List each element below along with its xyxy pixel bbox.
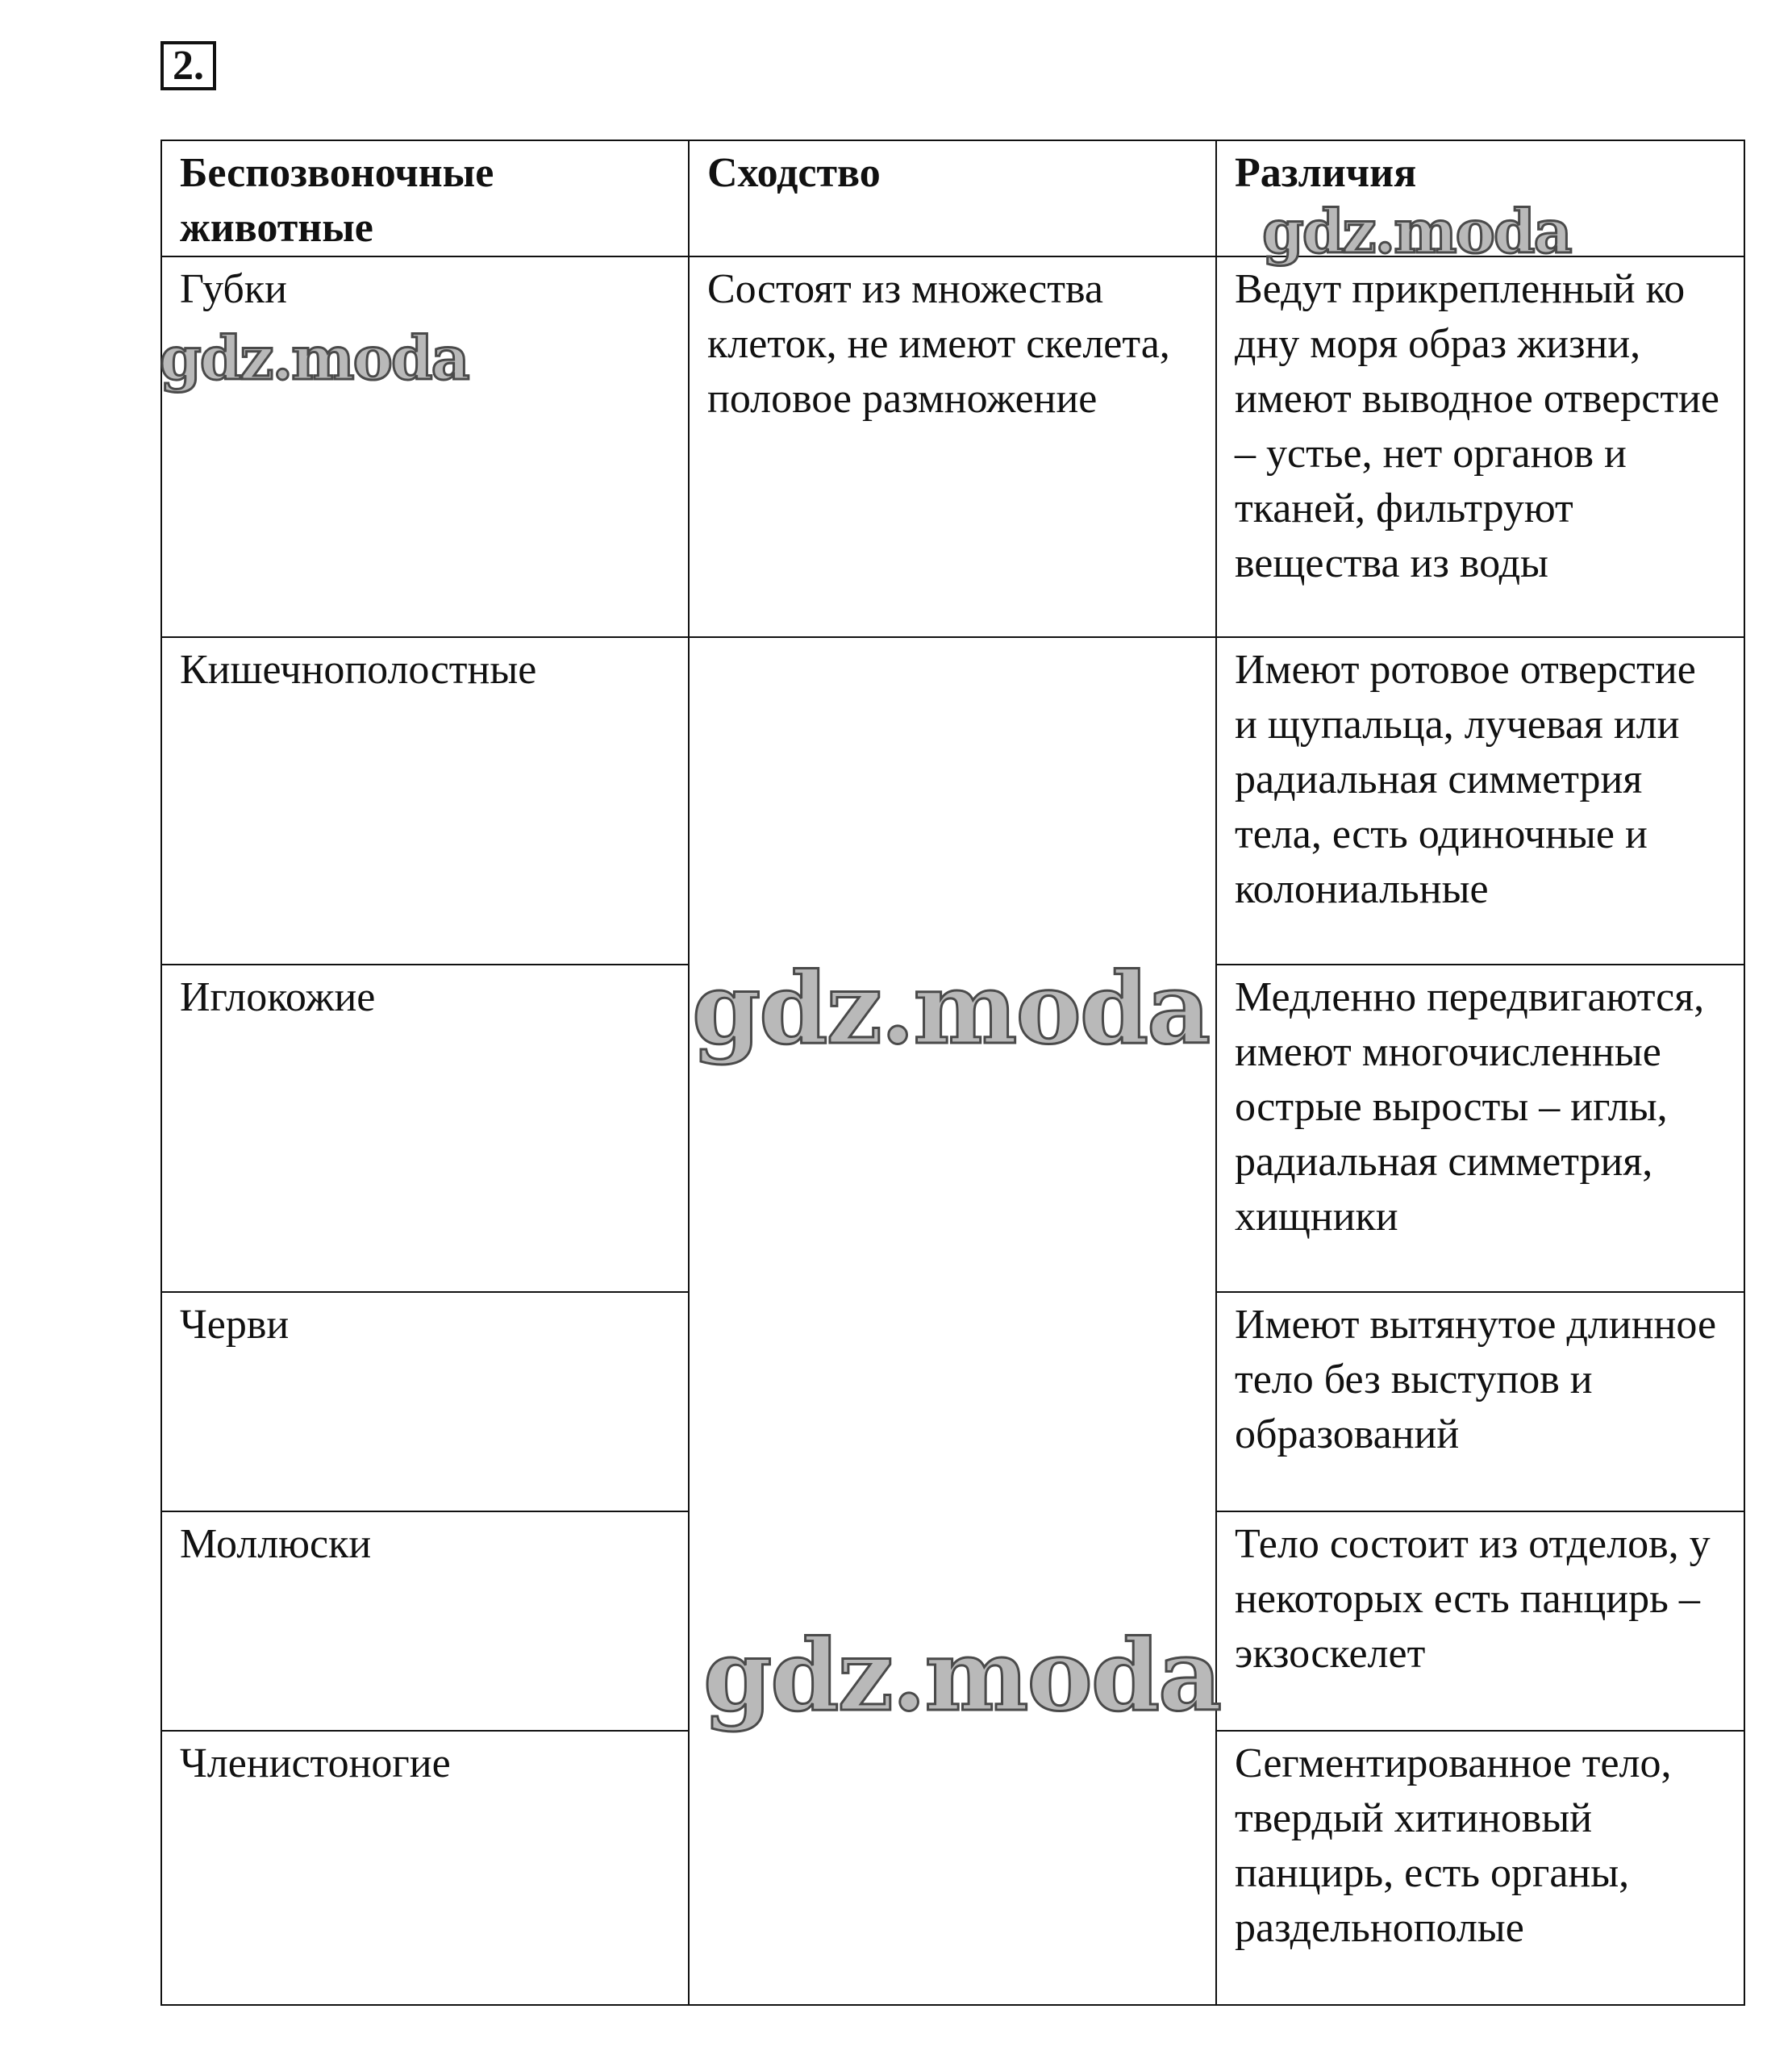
difference-cell: Тело состоит из отделов, у некоторых есть панцирь – экзоскелет	[1216, 1511, 1744, 1731]
difference-cell: Ведут прикрепленный ко дну моря образ жизни, имеют выводное отверстие – устье, нет органов и тканей, фильтруют вещества из воды	[1216, 256, 1744, 637]
animal-cell: Черви	[161, 1292, 689, 1511]
table-header-row	[161, 140, 1744, 256]
table-row	[161, 637, 1744, 965]
task-number: 2.	[160, 41, 216, 90]
difference-cell: Имеют вытянутое длинное тело без выступов и образований	[1216, 1292, 1744, 1511]
animal-cell: Моллюски	[161, 1511, 689, 1731]
animal-cell: Членистоногие	[161, 1731, 689, 2005]
difference-cell: Сегментированное тело, твердый хитиновый панцирь, есть органы, раздельнополые	[1216, 1731, 1744, 2005]
comparison-table	[160, 140, 1745, 2006]
watermark: gdz.moda	[692, 950, 1210, 1066]
difference-cell: Медленно передвигаются, имеют многочисленные острые выросты – иглы, радиальная симметрия, хищники	[1216, 965, 1744, 1292]
watermark: gdz.moda	[160, 324, 469, 394]
watermark: gdz.moda	[1262, 198, 1571, 267]
animal-cell: Иглокожие	[161, 965, 689, 1292]
difference-cell: Имеют ротовое отверстие и щупальца, лучевая или радиальная симметрия тела, есть одиночные и колониальные	[1216, 637, 1744, 965]
header-similarity: Сходство	[689, 140, 1216, 256]
header-differences: Различия	[1216, 140, 1744, 256]
animal-cell: Кишечнополостные	[161, 637, 689, 965]
watermark: gdz.moda	[703, 1617, 1221, 1733]
similarity-cell: Состоят из множества клеток, не имеют скелета, половое размножение	[689, 256, 1216, 637]
animal-cell: Губки	[161, 256, 689, 637]
table-row	[161, 256, 1744, 637]
similarity-merged-empty-cell	[689, 637, 1216, 2005]
header-animals: Беспозвоночные животные	[161, 140, 689, 256]
